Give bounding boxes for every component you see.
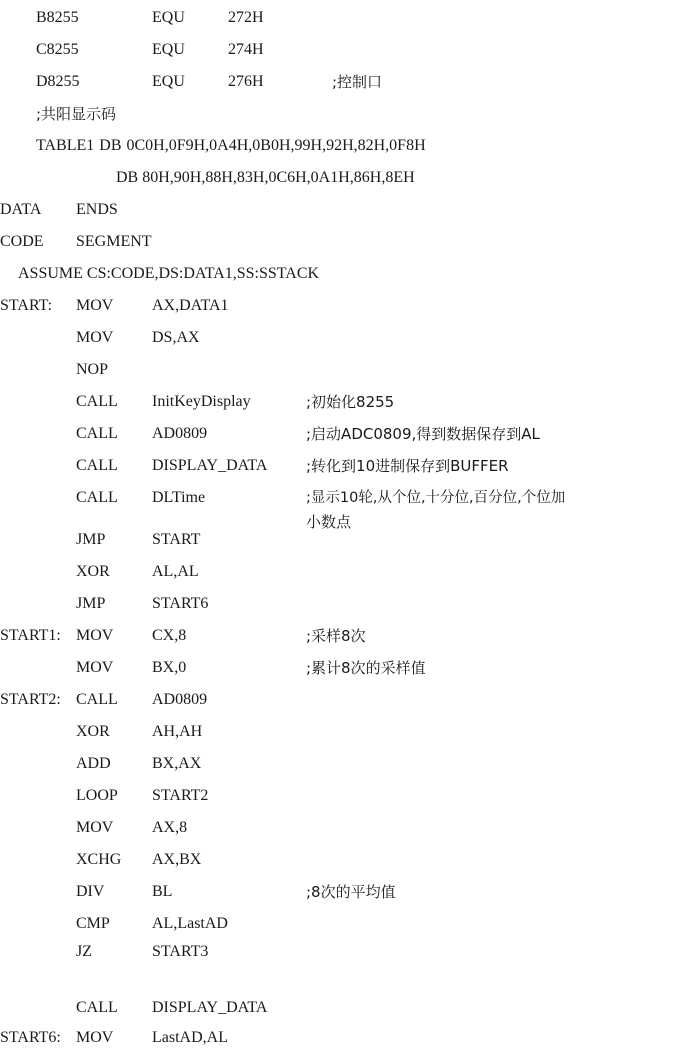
code-comment: ;启动ADC0809,得到数据保存到AL	[306, 425, 540, 443]
code-opcode: EQU	[152, 41, 185, 58]
code-line	[0, 8, 688, 40]
code-opcode: CALL	[76, 691, 118, 708]
code-opcode: EQU	[152, 9, 185, 26]
code-line	[0, 818, 688, 850]
code-line	[0, 722, 688, 754]
code-opcode: MOV	[76, 659, 114, 676]
code-label: D8255	[36, 73, 80, 90]
code-operand: START6	[152, 595, 209, 612]
code-line	[0, 786, 688, 818]
code-opcode: JMP	[76, 531, 106, 548]
code-line	[0, 456, 688, 488]
code-label: START:	[0, 297, 53, 314]
code-opcode: CMP	[76, 915, 110, 932]
code-operand: DISPLAY_DATA	[152, 457, 268, 474]
code-line	[0, 658, 688, 690]
code-operand: AH,AH	[152, 723, 203, 740]
code-line	[0, 136, 688, 168]
code-operand: START3	[152, 943, 209, 960]
code-line	[0, 998, 688, 1026]
code-opcode: SEGMENT	[76, 233, 152, 250]
code-comment-continuation: 小数点	[306, 513, 352, 531]
code-comment: ;采样8次	[306, 627, 366, 645]
code-comment: ;累计8次的采样值	[306, 659, 426, 677]
code-line	[0, 424, 688, 456]
code-opcode: NOP	[76, 361, 109, 378]
code-operand: AL,LastAD	[152, 915, 228, 932]
code-text: ASSUME CS:CODE,DS:DATA1,SS:SSTACK	[18, 265, 320, 282]
code-line	[0, 168, 688, 200]
code-label: START1:	[0, 627, 61, 644]
code-operand: AD0809	[152, 691, 208, 708]
code-label: CODE	[0, 233, 44, 250]
code-opcode: ENDS	[76, 201, 118, 218]
code-comment: ;初始化8255	[306, 393, 395, 411]
code-opcode: MOV	[76, 819, 114, 836]
code-operand: InitKeyDisplay	[152, 393, 251, 410]
code-operand: DISPLAY_DATA	[152, 999, 268, 1016]
code-operand: START	[152, 531, 201, 548]
code-operand: AX,DATA1	[152, 297, 229, 314]
code-operand: BX,0	[152, 659, 187, 676]
code-opcode: MOV	[76, 627, 114, 644]
code-operand: START2	[152, 787, 209, 804]
code-comment: ;转化到10进制保存到BUFFER	[306, 457, 509, 475]
code-line	[0, 296, 688, 328]
code-line	[0, 104, 688, 136]
code-comment: ;控制口	[332, 73, 383, 91]
code-operand: AL,AL	[152, 563, 199, 580]
code-label: START2:	[0, 691, 61, 708]
code-line	[0, 72, 688, 104]
code-line	[0, 942, 688, 974]
code-operand: CX,8	[152, 627, 187, 644]
code-label: DATA	[0, 201, 42, 218]
code-line	[0, 850, 688, 882]
code-line	[0, 264, 688, 296]
code-opcode: MOV	[76, 329, 114, 346]
code-opcode: EQU	[152, 73, 185, 90]
code-operand: 274H	[228, 41, 264, 58]
code-line	[0, 200, 688, 232]
code-label: C8255	[36, 41, 79, 58]
code-line	[0, 360, 688, 392]
code-line	[0, 530, 688, 562]
code-opcode: MOV	[76, 297, 114, 314]
code-opcode: ADD	[76, 755, 111, 772]
code-opcode: CALL	[76, 999, 118, 1016]
code-opcode: MOV	[76, 1029, 114, 1046]
code-line	[0, 594, 688, 626]
code-line	[0, 754, 688, 786]
code-opcode: JZ	[76, 943, 92, 960]
code-label: START6:	[0, 1029, 61, 1046]
code-opcode: CALL	[76, 393, 118, 410]
code-operand: DS,AX	[152, 329, 200, 346]
code-label: B8255	[36, 9, 79, 26]
code-comment: ;8次的平均值	[306, 883, 396, 901]
code-opcode: DIV	[76, 883, 105, 900]
code-opcode: XOR	[76, 723, 110, 740]
code-opcode: JMP	[76, 595, 106, 612]
code-line	[0, 328, 688, 360]
code-opcode: XOR	[76, 563, 110, 580]
code-operand: LastAD,AL	[152, 1029, 228, 1046]
code-text: TABLE1 DB 0C0H,0F9H,0A4H,0B0H,99H,92H,82H,0F8H	[36, 137, 426, 154]
code-opcode: CALL	[76, 425, 118, 442]
code-line	[0, 626, 688, 658]
code-opcode: CALL	[76, 457, 118, 474]
code-opcode: XCHG	[76, 851, 122, 868]
code-comment: ;共阳显示码	[36, 105, 117, 123]
code-text: DB 80H,90H,88H,83H,0C6H,0A1H,86H,8EH	[116, 169, 415, 186]
code-opcode: LOOP	[76, 787, 118, 804]
code-comment: ;显示10轮,从个位,十分位,百分位,个位加	[306, 490, 566, 506]
code-operand: BL	[152, 883, 173, 900]
code-line	[0, 232, 688, 264]
code-line	[0, 562, 688, 594]
code-line	[0, 392, 688, 424]
code-operand: BX,AX	[152, 755, 202, 772]
code-operand: DLTime	[152, 489, 206, 506]
code-line	[0, 40, 688, 72]
code-operand: 272H	[228, 9, 264, 26]
code-line	[0, 882, 688, 914]
code-line	[0, 1028, 688, 1060]
code-operand: AX,BX	[152, 851, 202, 868]
code-opcode: CALL	[76, 489, 118, 506]
code-operand: AX,8	[152, 819, 188, 836]
code-operand: AD0809	[152, 425, 208, 442]
code-operand: 276H	[228, 73, 264, 90]
code-line	[0, 690, 688, 722]
